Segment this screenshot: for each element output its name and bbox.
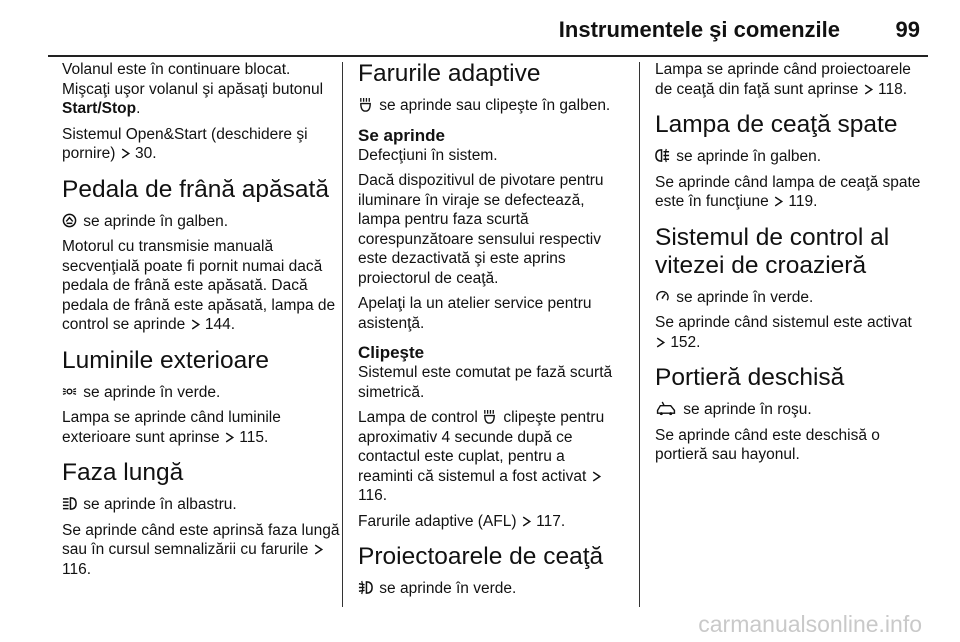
page-reference-icon xyxy=(521,516,532,527)
paragraph: Sistemul este comutat pe fază scurtă simetrică. xyxy=(358,364,613,401)
paragraph: Lampa de control clipeşte pentru aproximativ 4 secunde după ce contactul este cuplat, pentru a reaminti că sistemul a fost activat 116. xyxy=(358,409,605,504)
paragraph: Defecţiuni în sistem. xyxy=(358,146,498,164)
high-beam-icon xyxy=(62,496,77,511)
indicator-line: se aprinde în verde. xyxy=(358,579,624,599)
paragraph: Se aprinde când sistemul este activat 152. xyxy=(655,314,912,351)
subsection-heading: Clipeşte xyxy=(358,343,425,362)
paragraph: Volanul este în continuare blocat. Mişcaţi uşor volanul şi apăsaţi butonul Start/Stop. xyxy=(62,61,324,117)
adaptive-headlights-icon xyxy=(358,97,373,112)
page-reference-icon xyxy=(190,319,201,330)
column-2 xyxy=(358,60,624,605)
column-divider xyxy=(342,62,343,607)
front-fog-lights-icon xyxy=(358,580,373,595)
page-reference-icon xyxy=(655,337,666,348)
exterior-lights-icon xyxy=(62,384,77,399)
indicator-line: se aprinde în verde. xyxy=(62,383,340,403)
section-heading: Farurile adaptive xyxy=(358,60,541,87)
column-divider xyxy=(639,62,640,607)
indicator-line: se aprinde sau clipeşte în galben. xyxy=(358,96,624,116)
section-heading: Sistemul de control al vitezei de croazieră xyxy=(655,223,890,279)
page-number: 99 xyxy=(895,17,920,42)
page-header xyxy=(0,0,960,56)
column-3 xyxy=(655,60,925,471)
paragraph: Lampa se aprinde când luminile exterioare sunt aprinse 115. xyxy=(62,409,281,446)
indicator-line: se aprinde în roşu. xyxy=(655,400,925,420)
paragraph: Sistemul Open&Start (deschidere şi pornire) 30. xyxy=(62,125,308,162)
paragraph: Se aprinde când este aprinsă faza lungă sau în cursul semnalizării cu farurile 116. xyxy=(62,521,340,578)
watermark: carmanualsonline.info xyxy=(698,611,922,637)
page-reference-icon xyxy=(120,148,131,159)
header-rule xyxy=(48,55,928,57)
indicator-line: se aprinde în verde. xyxy=(655,288,925,308)
page-reference-icon xyxy=(773,196,784,207)
section-heading: Portieră deschisă xyxy=(655,364,845,391)
paragraph: Dacă dispozitivul de pivotare pentru iluminare în viraje se defectează, lampa pentru faza scurtă corespunzătoare sensului respectiv este dezactivată şi este aprins proiectorul de ceaţă. xyxy=(358,172,604,287)
section-heading: Luminile exterioare xyxy=(62,346,269,374)
paragraph: Apelaţi la un atelier service pentru asistenţă. xyxy=(358,295,592,332)
paragraph: Se aprinde când lampa de ceaţă spate este în funcţiune 119. xyxy=(655,173,921,210)
cruise-control-icon xyxy=(655,289,670,304)
section-heading: Proiectoarele de ceaţă xyxy=(358,543,604,570)
subsection-heading: Se aprinde xyxy=(358,125,445,145)
rear-fog-light-icon xyxy=(655,148,670,163)
paragraph: Farurile adaptive (AFL) 117. xyxy=(358,512,566,530)
page-reference-icon xyxy=(313,544,324,555)
page-reference-icon xyxy=(591,471,602,482)
header-title: Instrumentele şi comenzile xyxy=(558,17,840,42)
section-heading: Faza lungă xyxy=(62,459,184,486)
section-heading: Pedala de frână apăsată xyxy=(62,175,329,203)
brake-pedal-icon xyxy=(62,213,77,228)
page-reference-icon xyxy=(224,432,235,443)
door-open-icon xyxy=(655,401,677,416)
adaptive-headlights-icon xyxy=(482,409,497,424)
indicator-line: se aprinde în galben. xyxy=(62,212,340,232)
paragraph: Motorul cu transmisie manuală secvenţială poate fi pornit numai dacă pedala de frână este apăsată. Dacă pedala de frână este apăsată, lampa de control se aprinde 144. xyxy=(62,238,336,333)
section-heading: Lampa de ceaţă spate xyxy=(655,111,898,138)
paragraph: Se aprinde când este deschisă o portieră sau hayonul. xyxy=(655,426,880,463)
indicator-line: se aprinde în albastru. xyxy=(62,495,340,515)
column-1 xyxy=(62,60,340,585)
indicator-line: se aprinde în galben. xyxy=(655,147,925,167)
paragraph: Lampa se aprinde când proiectoarele de ceaţă din faţă sunt aprinse 118. xyxy=(655,61,911,98)
start-stop-label: Start/Stop xyxy=(62,100,137,117)
page-reference-icon xyxy=(863,84,874,95)
